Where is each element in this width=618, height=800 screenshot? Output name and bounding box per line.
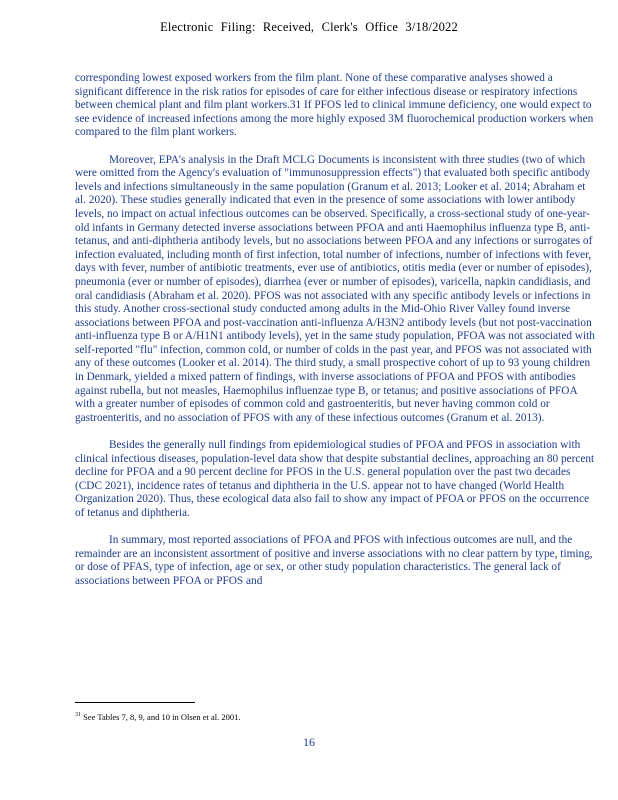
document-body <box>75 72 595 602</box>
filing-header: Electronic Filing: Received, Clerk's Office 3/18/2022 <box>160 20 458 34</box>
footnote-text: See Tables 7, 8, 9, and 10 in Olsen et al. 2001. <box>83 712 241 722</box>
paragraph-continuation: corresponding lowest exposed workers from the film plant. None of these comparative analyses showed a significant difference in the risk ratios for episodes of care for either infectious disease or respiratory infections between chemical plant and film plant workers.31 If PFOS led to clinical immune deficiency, one would expect to see evidence of increased infections among the more highly exposed 3M fluorochemical production workers when compared to the film plant workers. <box>75 72 594 139</box>
footnote-divider <box>75 702 195 703</box>
paragraph-population-data: Besides the generally null findings from epidemiological studies of PFOA and PFOS in association with clinical infectious diseases, population-level data show that despite substantial declines, approaching an 80 percent decline for PFOA and a 90 percent decline for PFOS in the U.S. general population over the past two decades (CDC 2021), incidence rates of tetanus and diphtheria in the U.S. appear not to have changed (World Health Organization 2020). Thus, these ecological data also fail to show any impact of PFOA or PFOS on the occurrence of tetanus and diphtheria. <box>75 439 595 519</box>
footnote-marker: 31 <box>75 712 81 719</box>
paragraph-summary: In summary, most reported associations of PFOA and PFOS with infectious outcomes are null, and the remainder are an inconsistent assortment of positive and inverse associations with no clear pattern by type, timing, or dose of PFAS, type of infection, age or sex, or other study population characteristics. The general lack of associations between PFOA or PFOS and <box>75 534 593 587</box>
footnote <box>75 712 595 722</box>
paragraph-draft-mclg-analysis: Moreover, EPA's analysis in the Draft MCLG Documents is inconsistent with three studies (two of which were omitted from the Agency's evaluation of "immunosuppression effects") that evaluated both specific antibody levels and infections simultaneously in the same population (Granum et al. 2013; Looker et al. 2014; Abraham et al. 2020). These studies generally indicated that even in the presence of some associations with lower antibody levels, no impact on actual infectious outcomes can be observed. Specifically, a cross-sectional study of one-year-old infants in Germany detected inverse associations between PFOA and anti Haemophilus influenza type B, anti-tetanus, and anti-diphtheria antibody levels, but no associations between PFOA and any infections or surrogates of infection evaluated, including month of first infection, total number of infections, number of infections with fever, days with fever, number of antibiotic treatments, ever use of antibiotics, otitis media (ever or number of episodes), pneumonia (ever or number of episodes), diarrhea (ever or number of episodes), varicella, napkin candidiasis, and oral candidiasis (Abraham et al. 2020). PFOS was not associated with any specific antibody levels or infections in this study. Another cross-sectional study conducted among adults in the Mid-Ohio River Valley found inverse associations between PFOA and post-vaccination anti-influenza A/H3N2 antibody levels (but not post-vaccination anti-influenza type B or A/H1N1 antibody levels), yet in the same study population, PFOA was not associated with self-reported "flu" infection, common cold, or number of colds in the past year, and PFOS was not associated with any of these outcomes (Looker et al. 2014). The third study, a small prospective cohort of up to 93 young children in Denmark, yielded a mixed pattern of findings, with inverse associations of PFOA and PFOS with antibodies against rubella, but not measles, Haemophilus influenzae type B, or tetanus; and positive associations of PFOA with a greater number of episodes of common cold and gastroenteritis, but never having common cold or gastroenteritis, and no association of PFOS with any of these infectious outcomes (Granum et al. 2013). <box>75 153 595 424</box>
page-number: 16 <box>303 735 315 749</box>
